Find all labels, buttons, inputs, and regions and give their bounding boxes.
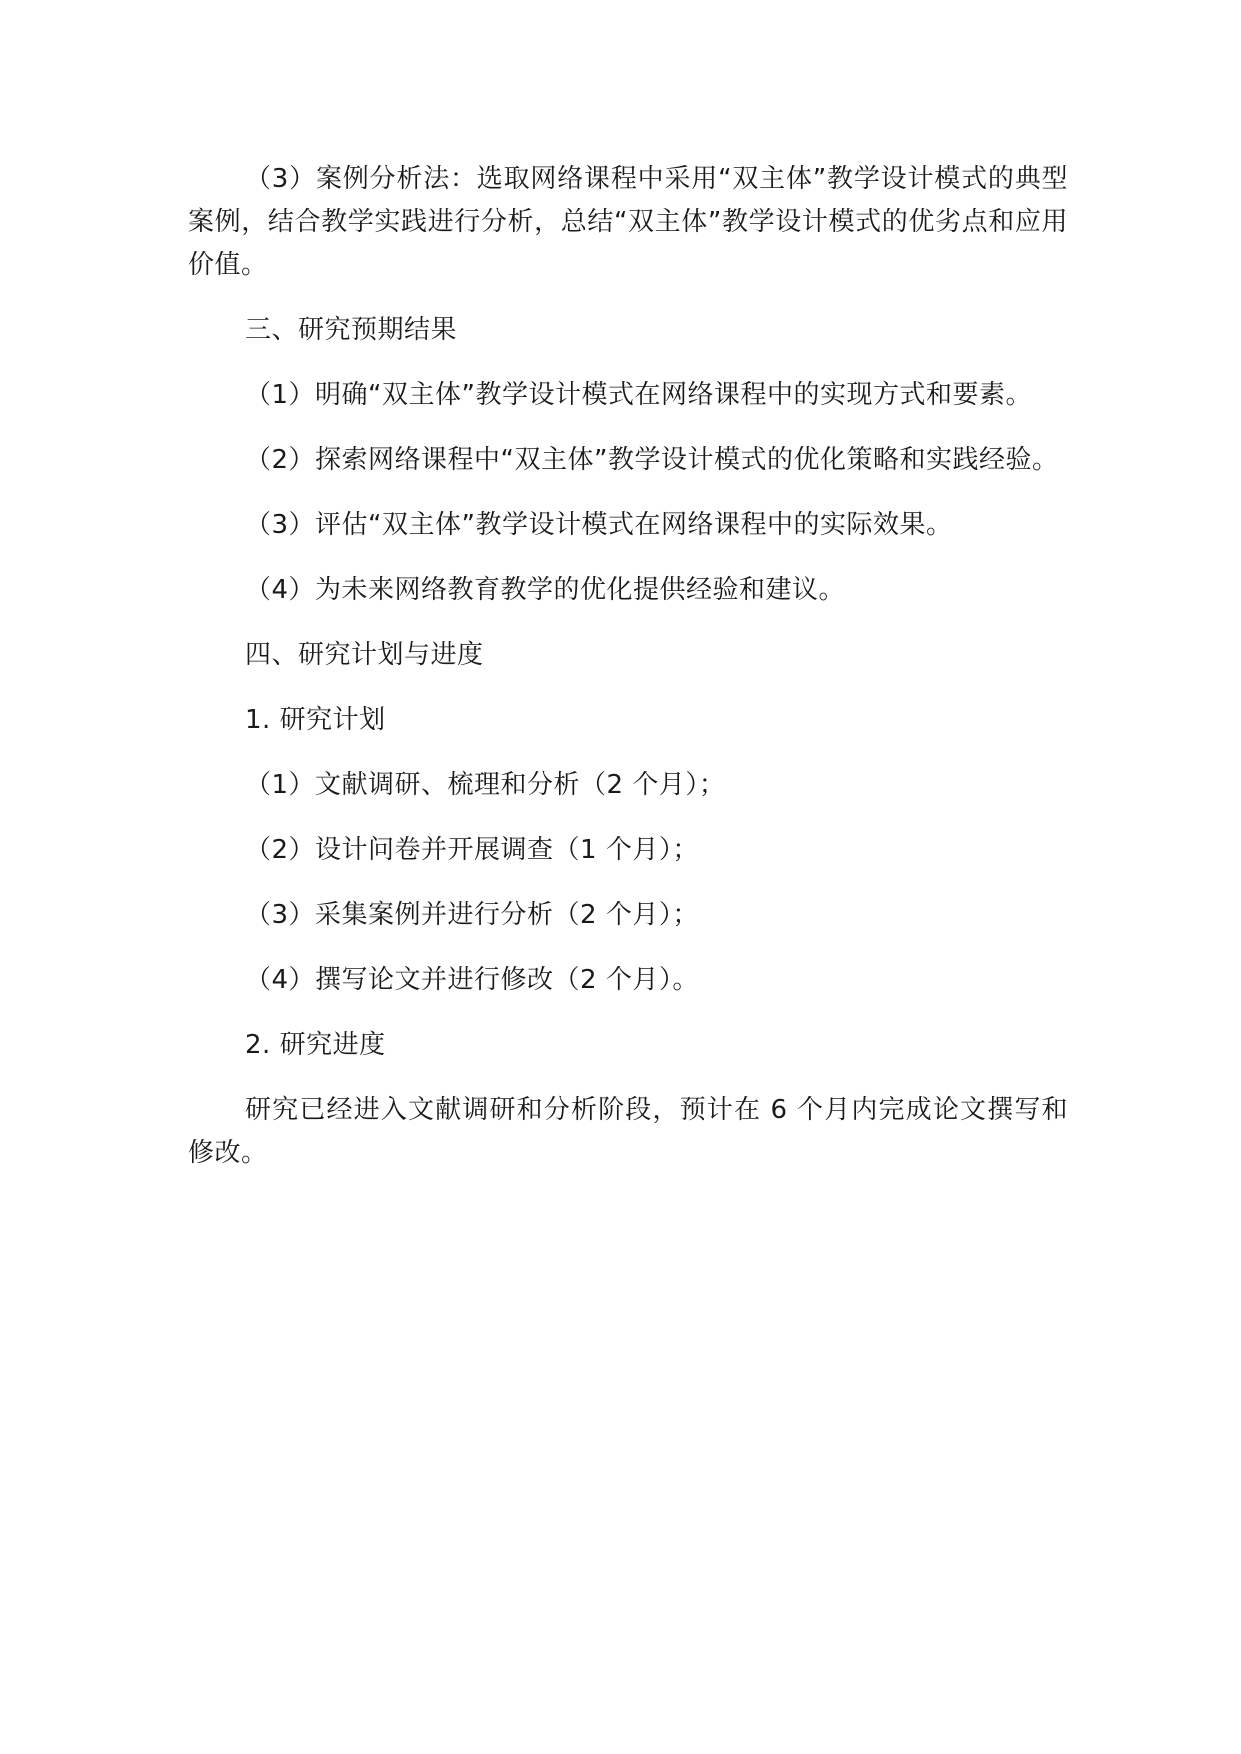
paragraph-research-progress: 研究已经进入文献调研和分析阶段，预计在 6 个月内完成论文撰写和修改。: [188, 1095, 1068, 1168]
list-item-plan-4: （4）撰写论文并进行修改（2 个月）。: [245, 965, 699, 995]
list-item-plan-3: （3）采集案例并进行分析（2 个月）；: [245, 900, 699, 930]
list-item-plan-2: （2）设计问卷并开展调查（1 个月）；: [245, 835, 699, 865]
list-item-expected-result-2: （2）探索网络课程中“双主体”教学设计模式的优化策略和实践经验。: [245, 445, 1059, 475]
section-heading-plan-and-progress: 四、研究计划与进度: [245, 640, 484, 670]
list-item-expected-result-4: （4）为未来网络教育教学的优化提供经验和建议。: [245, 575, 846, 605]
subheading-research-plan: 1. 研究计划: [245, 705, 386, 735]
list-item-expected-result-1: （1）明确“双主体”教学设计模式在网络课程中的实现方式和要素。: [245, 380, 1032, 410]
subheading-research-progress: 2. 研究进度: [245, 1030, 386, 1060]
document-body: [188, 158, 1068, 1197]
list-item-plan-1: （1）文献调研、梳理和分析（2 个月）；: [245, 770, 726, 800]
section-heading-expected-results: 三、研究预期结果: [245, 315, 458, 345]
paragraph-case-analysis-method: （3）案例分析法：选取网络课程中采用“双主体”教学设计模式的典型案例，结合教学实践进行分析，总结“双主体”教学设计模式的优劣点和应用价值。: [188, 164, 1068, 280]
list-item-expected-result-3: （3）评估“双主体”教学设计模式在网络课程中的实际效果。: [245, 510, 953, 540]
